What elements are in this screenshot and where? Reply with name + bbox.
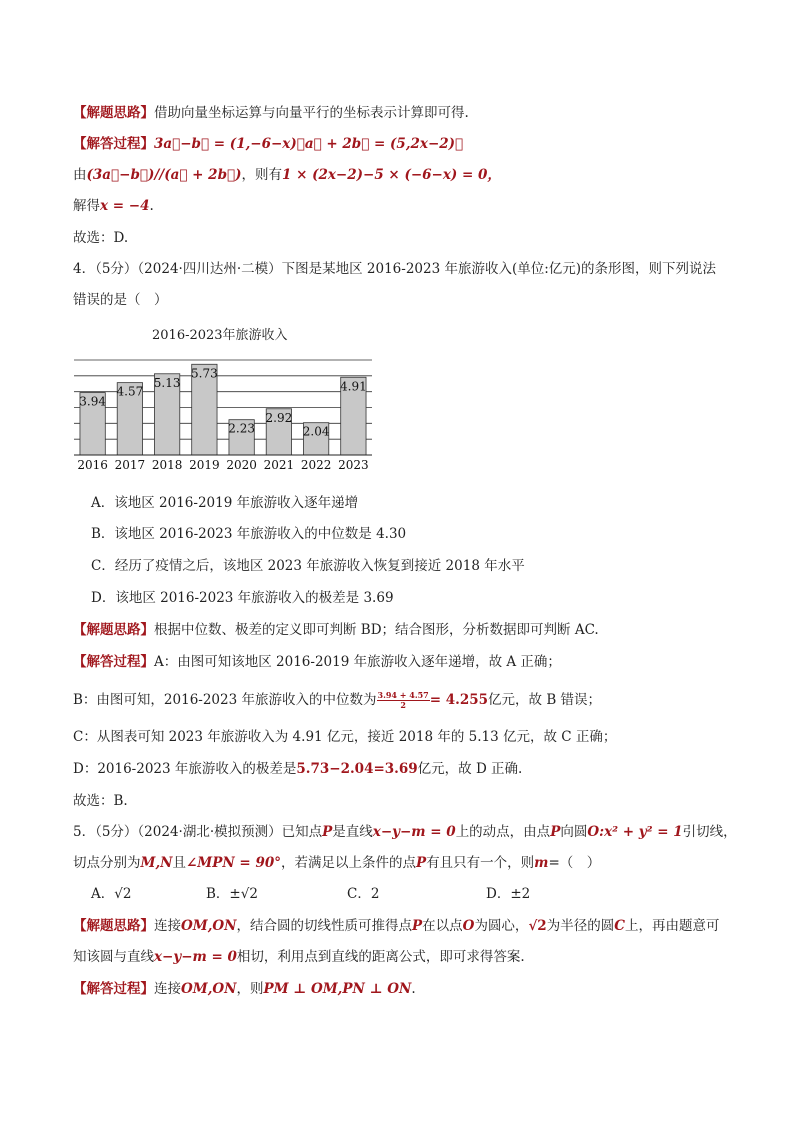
idea-tag: 【解题思路】 — [73, 918, 154, 934]
sqrt2: √2 — [528, 918, 547, 934]
text: 连接 — [154, 981, 181, 997]
idea-tag: 【解题思路】 — [73, 105, 154, 121]
q5-idea-line2 — [73, 947, 525, 967]
line-equation: x−y−m = 0 — [372, 824, 456, 840]
circle-equation: O:x² + y² = 1 — [587, 824, 683, 840]
idea-tag: 【解题思路】 — [73, 622, 154, 638]
var-p: P — [550, 824, 561, 840]
data-label-2020: 2.23 — [228, 421, 255, 436]
p3-parallel-line — [73, 165, 501, 185]
process-tag: 【解答过程】 — [73, 981, 154, 997]
text: 向圆 — [560, 824, 588, 840]
q5-option-c: C．2 — [347, 886, 380, 902]
text: 5．（5分）（2024·湖北·模拟预测）已知点 — [73, 824, 323, 840]
equation: 1 × (2x−2)−5 × (−6−x) = 0， — [282, 167, 501, 183]
line-equation: x−y−m = 0 — [154, 949, 237, 965]
tick-label-2018: 2018 — [151, 458, 183, 472]
var-m: m — [534, 855, 549, 871]
q4-process-line — [73, 652, 561, 672]
data-label-2021: 2.92 — [265, 410, 293, 425]
text: 为半径的圆 — [546, 918, 615, 934]
var-p: P — [322, 824, 333, 840]
q5-option-b: B．±√2 — [206, 886, 258, 902]
data-label-2023: 4.91 — [340, 379, 367, 394]
tick-label-2020: 2020 — [226, 458, 257, 472]
text: 解得 — [73, 198, 100, 214]
p3-idea-line — [73, 103, 469, 123]
data-label-2016: 3.94 — [79, 394, 106, 409]
idea-text: 借助向量坐标运算与向量平行的坐标表示计算即可得. — [154, 105, 469, 121]
var-om-on: OM,ON — [181, 918, 237, 934]
text: 连接 — [154, 918, 181, 934]
var-o: O — [462, 918, 475, 934]
q4-stem-line1: 4．（5分）（2024·四川达州·二模）下图是某地区 2016-2023 年旅游收入(单位:亿元)的条形图，则下列说法 — [73, 261, 717, 277]
text: 且 — [172, 855, 186, 871]
text: 上，再由题意可 — [624, 918, 720, 934]
text: 是直线 — [332, 824, 373, 840]
text: 上的动点，由点 — [455, 824, 551, 840]
q4-option-b: B．该地区 2016-2023 年旅游收入的中位数是 4.30 — [91, 526, 407, 542]
q4-b-line — [73, 690, 601, 710]
text: 亿元，故 D 正确. — [417, 761, 523, 777]
q4-answer: 故选：B. — [73, 793, 128, 809]
q4-d-line — [73, 759, 522, 779]
text: . — [411, 981, 416, 997]
text: 引切线， — [682, 824, 737, 840]
data-label-2022: 2.04 — [302, 424, 330, 439]
range-calc: 5.73−2.04=3.69 — [296, 761, 418, 777]
tick-label-2019: 2019 — [189, 458, 220, 472]
tick-label-2022: 2022 — [300, 458, 332, 472]
var-mn: M,N — [140, 855, 173, 871]
process-text: A：由图可知该地区 2016-2019 年旅游收入逐年递增，故 A 正确； — [154, 654, 561, 670]
angle-condition: ∠MPN = 90° — [185, 855, 281, 871]
text: 亿元，故 B 错误； — [488, 692, 602, 708]
var-p: P — [415, 855, 427, 871]
text: 在以点 — [422, 918, 463, 934]
text: ，则有 — [241, 167, 282, 183]
chart-title: 2016-2023年旅游收入 — [152, 328, 288, 343]
text: =（ ） — [548, 855, 601, 871]
text: ，若满足以上条件的点 — [280, 855, 416, 871]
median-fraction — [377, 691, 430, 710]
process-tag: 【解答过程】 — [73, 654, 154, 670]
q4-option-a: A．该地区 2016-2019 年旅游收入逐年递增 — [91, 495, 359, 511]
var-p: P — [412, 918, 423, 934]
text: 相切，利用点到直线的距离公式，即可求得答案. — [236, 949, 525, 965]
q5-process-line — [73, 979, 416, 999]
fraction-denominator: 2 — [400, 700, 406, 710]
q5-stem-line1 — [73, 822, 737, 842]
solution: x = −4 — [100, 198, 150, 214]
p3-answer: 故选：D. — [73, 230, 129, 246]
parallel-condition: (3a⃗−b⃗)//(a⃗ + 2b⃗) — [86, 167, 242, 183]
text: 切点分别为 — [73, 855, 141, 871]
text: ，结合圆的切线性质可推得点 — [236, 918, 413, 934]
data-label-2018: 5.13 — [153, 375, 181, 390]
text: . — [149, 198, 154, 214]
q5-idea-line1 — [73, 916, 719, 936]
tick-label-2017: 2017 — [114, 458, 146, 472]
text: 知该圆与直线 — [73, 949, 154, 965]
idea-text: 根据中位数、极差的定义即可判断 BD；结合图形，分析数据即可判断 AC. — [154, 622, 599, 638]
tick-label-2016: 2016 — [77, 458, 108, 472]
median-value: = 4.255 — [429, 692, 489, 708]
text: 由 — [73, 167, 87, 183]
q4-option-d: D．该地区 2016-2023 年旅游收入的极差是 3.69 — [91, 590, 394, 606]
data-label-2017: 4.57 — [116, 384, 144, 399]
text: 有且只有一个，则 — [426, 855, 535, 871]
process-tag: 【解答过程】 — [73, 136, 154, 152]
tick-label-2023: 2023 — [338, 458, 369, 472]
tick-label-2021: 2021 — [263, 458, 295, 472]
q5-option-d: D．±2 — [486, 886, 531, 902]
vector-equation: 3a⃗−b⃗ = (1,−6−x)，a⃗ + 2b⃗ = (5,2x−2)， — [154, 136, 464, 152]
q5-option-a: A．√2 — [91, 886, 132, 902]
text: 为圆心， — [474, 918, 529, 934]
data-label-2019: 5.73 — [191, 366, 218, 381]
q5-stem-line2 — [73, 853, 600, 873]
chart-svg — [72, 322, 377, 474]
fraction-numerator: 3.94 + 4.57 — [377, 690, 429, 700]
q4-option-c: C．经历了疫情之后，该地区 2023 年旅游收入恢复到接近 2018 年水平 — [91, 558, 525, 574]
perpendicular-relation: PM ⊥ OM,PN ⊥ ON — [263, 981, 412, 997]
text: D：2016-2023 年旅游收入的极差是 — [73, 761, 297, 777]
p3-process-line — [73, 134, 463, 154]
text: ，则 — [236, 981, 264, 997]
q4-idea-line — [73, 620, 599, 640]
p3-solve-line — [73, 196, 154, 216]
q4-stem-line2: 错误的是（ ） — [73, 292, 168, 308]
var-om-on: OM,ON — [181, 981, 237, 997]
q4-c-line: C：从图表可知 2023 年旅游收入为 4.91 亿元，接近 2018 年的 5.13 亿元，故 C 正确； — [73, 729, 617, 745]
bar-chart — [72, 322, 377, 474]
var-c: C — [614, 918, 625, 934]
text: B：由图可知，2016-2023 年旅游收入的中位数为 — [73, 692, 377, 708]
